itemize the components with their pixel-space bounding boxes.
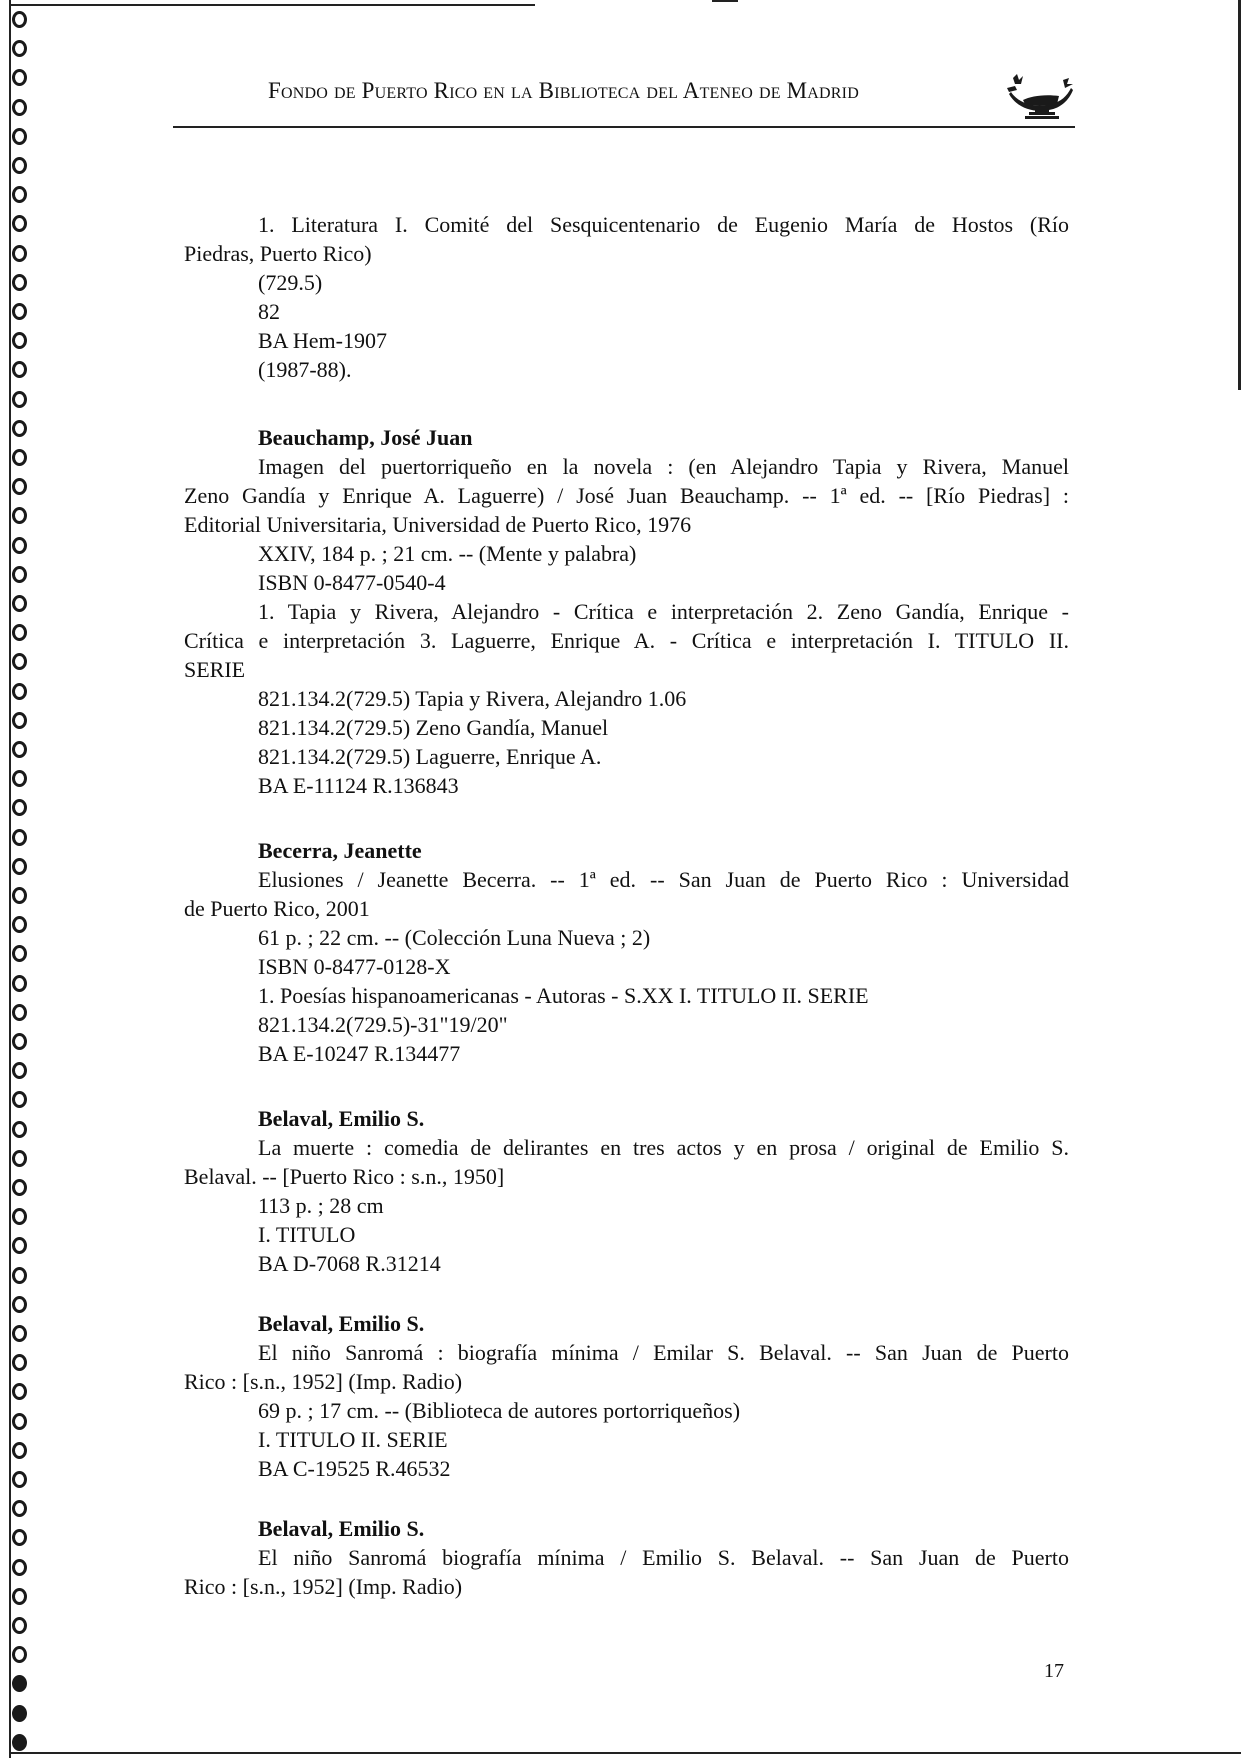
entry-line: BA C-19525 R.46532 [258, 1456, 451, 1481]
binder-ring [12, 1354, 27, 1371]
binder-ring [12, 128, 27, 145]
binder-ring [12, 916, 27, 933]
entry-line: Rico : [s.n., 1952] (Imp. Radio) [184, 1574, 463, 1599]
binder-ring [12, 1033, 27, 1050]
entry-author: Belaval, Emilio S. [258, 1106, 425, 1131]
page-number: 17 [1044, 1660, 1064, 1682]
entry-line: de Puerto Rico, 2001 [184, 896, 370, 921]
binder-ring [12, 829, 27, 846]
entry-line: I. TITULO II. SERIE [258, 1427, 448, 1452]
binder-ring [12, 1296, 27, 1313]
entry-line: I. TITULO [258, 1222, 356, 1247]
binder-ring [12, 507, 27, 524]
entry-author: Beauchamp, José Juan [258, 425, 473, 450]
binder-ring [12, 1383, 27, 1400]
entry-line: ISBN 0-8477-0128-X [258, 954, 451, 979]
right-edge-line [1238, 0, 1241, 390]
binder-ring [12, 245, 27, 262]
entry-line: Rico : [s.n., 1952] (Imp. Radio) [184, 1369, 463, 1394]
binder-ring [12, 770, 27, 787]
entry-line: 1. Poesías hispanoamericanas - Autoras - S.XX I. TITULO II. SERIE [258, 983, 869, 1008]
binder-ring [12, 274, 27, 291]
binder-ring [12, 449, 27, 466]
binder-ring [12, 595, 27, 612]
binder-ring [12, 858, 27, 875]
entry-line: Imagen del puertorriqueño en la novela : (en Alejandro Tapia y Rivera, Manuel [258, 454, 1069, 479]
binder-ring [12, 1267, 27, 1284]
binder-ring [12, 566, 27, 583]
binder-ring [12, 420, 27, 437]
entry-line: Belaval. -- [Puerto Rico : s.n., 1950] [184, 1164, 505, 1189]
entry-line: 61 p. ; 22 cm. -- (Colección Luna Nueva ; 2) [258, 925, 651, 950]
entry-line: Elusiones / Jeanette Becerra. -- 1ª ed. -- San Juan de Puerto Rico : Universidad [258, 867, 1069, 892]
binder-ring [12, 332, 27, 349]
binder-ring [12, 303, 27, 320]
binder-ring [12, 1121, 27, 1138]
entry-line: 821.134.2(729.5)-31"19/20" [258, 1012, 508, 1037]
binder-edge-line [9, 0, 11, 1758]
entry-line: SERIE [184, 657, 246, 682]
entry-line: 82 [258, 299, 280, 324]
binder-ring [12, 157, 27, 174]
binder-ring [12, 215, 27, 232]
bottom-edge-line [9, 1752, 1241, 1754]
binder-ring [12, 1091, 27, 1108]
binder-ring [12, 186, 27, 203]
entry-line: XXIV, 184 p. ; 21 cm. -- (Mente y palabra) [258, 541, 637, 566]
binder-ring [12, 99, 27, 116]
entry-line: El niño Sanromá : biografía mínima / Emilar S. Belaval. -- San Juan de Puerto [258, 1340, 1069, 1365]
binder-ring [12, 799, 27, 816]
binder-ring [12, 1559, 27, 1576]
binder-ring [12, 478, 27, 495]
oil-lamp-icon [1005, 70, 1077, 122]
top-edge-line [9, 4, 535, 6]
binder-ring [12, 1734, 27, 1751]
binder-ring [12, 683, 27, 700]
entry-line: La muerte : comedia de delirantes en tres actos y en prosa / original de Emilio S. [258, 1135, 1069, 1160]
binder-ring [12, 537, 27, 554]
entry-author: Belaval, Emilio S. [258, 1311, 425, 1336]
entry-line: BA Hem-1907 [258, 328, 387, 353]
binder-ring [12, 1325, 27, 1342]
binder-ring [12, 741, 27, 758]
running-header-title: Fondo de Puerto Rico en la Biblioteca del Ateneo de Madrid [268, 78, 859, 103]
binder-ring [12, 1237, 27, 1254]
entry-line: 1. Tapia y Rivera, Alejandro - Crítica e interpretación 2. Zeno Gandía, Enrique - [258, 599, 1069, 624]
binder-ring [12, 975, 27, 992]
entry-line: Zeno Gandía y Enrique A. Laguerre) / José Juan Beauchamp. -- 1ª ed. -- [Río Piedras] : [184, 483, 1069, 508]
binder-ring [12, 887, 27, 904]
entry-line: BA E-11124 R.136843 [258, 773, 459, 798]
entry-line: BA E-10247 R.134477 [258, 1041, 461, 1066]
entry-line: El niño Sanromá biografía mínima / Emilio S. Belaval. -- San Juan de Puerto [258, 1545, 1069, 1570]
entry-author: Belaval, Emilio S. [258, 1516, 425, 1541]
binder-ring [12, 11, 27, 28]
entry-line: 69 p. ; 17 cm. -- (Biblioteca de autores portorriqueños) [258, 1398, 741, 1423]
entry-line: (729.5) [258, 270, 323, 295]
binder-ring [12, 1529, 27, 1546]
binder-ring [12, 361, 27, 378]
binder-ring [12, 1646, 27, 1663]
entry-line: Editorial Universitaria, Universidad de Puerto Rico, 1976 [184, 512, 692, 537]
entry-line: 821.134.2(729.5) Zeno Gandía, Manuel [258, 715, 609, 740]
binder-ring [12, 1675, 27, 1692]
binder-ring [12, 1442, 27, 1459]
entry-author: Becerra, Jeanette [258, 838, 422, 863]
binder-ring [12, 40, 27, 57]
binder-ring [12, 69, 27, 86]
binder-ring [12, 1617, 27, 1634]
entry-line: 821.134.2(729.5) Tapia y Rivera, Alejandro 1.06 [258, 686, 687, 711]
binder-ring [12, 1004, 27, 1021]
binder-ring [12, 624, 27, 641]
entry-line: BA D-7068 R.31214 [258, 1251, 441, 1276]
binder-ring [12, 1500, 27, 1517]
binder-ring [12, 712, 27, 729]
binder-ring [12, 1471, 27, 1488]
top-edge-mark [712, 0, 738, 2]
entry-line: 1. Literatura I. Comité del Sesquicentenario de Eugenio María de Hostos (Río [258, 212, 1069, 237]
binder-ring [12, 1588, 27, 1605]
entry-line: 821.134.2(729.5) Laguerre, Enrique A. [258, 744, 602, 769]
entry-line: Piedras, Puerto Rico) [184, 241, 372, 266]
entry-line: (1987-88). [258, 357, 352, 382]
binder-ring [12, 1208, 27, 1225]
binder-ring [12, 653, 27, 670]
entry-line: ISBN 0-8477-0540-4 [258, 570, 446, 595]
entry-line: 113 p. ; 28 cm [258, 1193, 384, 1218]
binder-ring [12, 391, 27, 408]
binder-ring [12, 945, 27, 962]
binder-ring [12, 1062, 27, 1079]
header-rule [173, 126, 1075, 128]
binder-ring [12, 1150, 27, 1167]
binder-ring [12, 1705, 27, 1722]
binder-ring [12, 1413, 27, 1430]
binder-ring [12, 1179, 27, 1196]
entry-line: Crítica e interpretación 3. Laguerre, Enrique A. - Crítica e interpretación I. TITULO II. [184, 628, 1069, 653]
